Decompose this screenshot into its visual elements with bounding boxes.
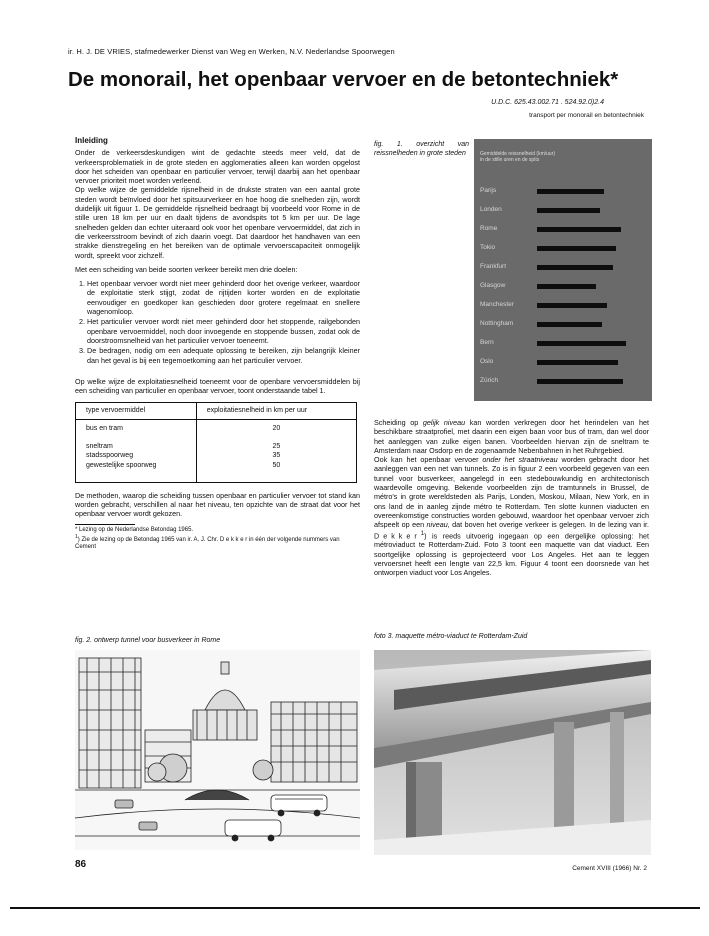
fig1-row	[480, 185, 648, 199]
fig1-city-label: Londen	[480, 206, 502, 213]
udc-subject: transport per monorail en betontechniek	[529, 112, 644, 119]
table-cell: gewestelijke spoorweg	[76, 461, 197, 483]
fig1-city-label: Bern	[480, 339, 494, 346]
fig1-bar	[537, 189, 604, 194]
fig1-bar	[537, 208, 600, 213]
fig1-row	[480, 204, 648, 218]
paragraph: De methoden, waarop die scheiding tussen openbaar en particulier vervoer tot stand kan worden gebracht, verschillen al naar het niveau, ten opzichte van de straat dat voor het openbaar vervoer wordt gekozen.	[75, 490, 360, 519]
emphasis: onder het straatniveau	[482, 455, 558, 465]
section-heading: Inleiding	[75, 136, 108, 145]
rome-sketch-image	[75, 650, 360, 850]
fig1-header-line: in de stille uren en de spits	[480, 157, 540, 163]
fig1-city-label: Tokio	[480, 244, 496, 251]
fig1-city-label: Zürich	[480, 377, 499, 384]
fig1-row	[480, 280, 648, 294]
list-item: 1. Het openbaar vervoer wordt niet meer gehinderd door het overige verkeer, waardoor de exploitatie sterk stijgt, zodat de rijtijden korter worden en de exploitatie eenvoudiger en goedkoper kan geschieden door grotere regelmaat en snellere wagenomloop.	[87, 279, 360, 316]
fig1-bar	[537, 360, 618, 365]
emphasis: niveau,	[426, 520, 450, 530]
table-cell	[196, 433, 356, 442]
table-cell: 35	[272, 452, 281, 460]
text-run: Ook kan het openbaar vervoer	[374, 455, 483, 465]
table-header: exploitatiesnelheid in km per uur	[196, 403, 356, 419]
fig1-bar	[537, 246, 616, 251]
text-run: ) is reeds uitvoerig ingegaan op een dergelijke oplossing: het métroviaduct te Rotterdam-Zuid. Foto 3 toont een maquette van dat viaduct. Een soortgelijke oplossing is geprojecteerd voor Los Angeles. Het aan te leggen vervoersnet heeft een lengte van 22,5 km. Figuur 4 toont een doorsnede van het ontworpen viaduct voor Los Angeles.	[374, 530, 649, 578]
author-name: Dekker	[374, 530, 421, 540]
fig1-city-label: Frankfurt	[480, 263, 507, 270]
fig1-bar	[537, 227, 621, 232]
fig1-city-label: Rome	[480, 225, 498, 232]
table-cell: bus en tram	[76, 419, 197, 433]
fig2-caption: fig. 2. ontwerp tunnel voor busverkeer in Rome	[75, 637, 221, 644]
fig1-row	[480, 299, 648, 313]
text-run: worden gebracht door het aanleggen van een net van tunnels. Zo is in figuur 2 een voorbeeld gegeven van een tunnel voor busverkeer, aangelegd in een stedebouwkundig en architectonisch waardevolle omgeving. Bekende voorbeelden zijn de tramtunnels in Brussel, de métro's in grote wereldsteden als Parijs, Londen, Moskou, Milaan, New York, en in ons land de in aanleg zijnde métro te Rotterdam. Ten slotte kunnen viaducten en overeenkomstige constructies worden gebouwd, waardoor het openbaar vervoer zich afspeelt op een	[374, 455, 649, 530]
speed-table	[75, 402, 357, 482]
fig1-city-label: Glasgow	[480, 282, 506, 289]
table-cell: stadsspoorweg	[76, 451, 197, 460]
fig1-row	[480, 223, 648, 237]
footnote	[75, 534, 360, 551]
table-cell: 25	[272, 443, 281, 451]
footnote: * Lezing op de Nederlandse Betondag 1965.	[75, 526, 194, 533]
paragraph: Met een scheiding van beide soorten verkeer bereikt men drie doelen:	[75, 264, 298, 274]
text-run: Scheiding op	[374, 418, 423, 427]
fig1-bar	[537, 379, 623, 384]
author-byline: ir. H. J. DE VRIES, stafmedewerker Dienst van Weg en Werken, N.V. Nederlandse Spoorwegen	[68, 47, 395, 56]
fig1-bar	[537, 341, 626, 346]
table-cell	[76, 433, 197, 442]
fig1-bar	[537, 284, 596, 289]
fig3-photo	[374, 650, 651, 855]
table-cell: sneltram	[76, 442, 197, 451]
paragraph: Op welke wijze de gemiddelde rijsnelheid in de drukste straten van een aantal grote steden wordt beïnvloed door het spitsuurverkeer en hoe hoog die snelheden zijn, wordt duidelijk uit figuur 1. De gemiddelde rijsnelheid bedraagt bij voorbeeld voor Rome in de stille uren 18 km per uur en daalt tijdens de avondspits tot 5 km per uur. De lage snelheden gelden dan echter uiteraard ook voor het openbare vervoermiddel, dat zich in die verkeersstroom bevindt of zich daarin voegt. Dat daardoor het handhaven van een strakke dienstregeling en het bereiken van de optimale vervoerscapaciteit onmogelijk wordt, spreekt voor zichzelf.	[75, 185, 360, 260]
fig1-city-label: Parijs	[480, 187, 497, 194]
fig3-caption: foto 3. maquette métro-viaduct te Rotterdam-Zuid	[374, 633, 528, 640]
paragraph: Onder de verkeersdeskundigen wint de gedachte steeds meer veld, dat de verkeersproblematiek in de grote steden en agglomeraties alleen kan worden opgelost door het scheiden van openbaar en particulier vervoer, terwijl daarbij aan het openbaar vervoer prioriteit moet worden verleend.	[75, 148, 360, 186]
right-column	[374, 418, 649, 577]
journal-reference: Cement XVIII (1966) Nr. 2	[572, 865, 647, 872]
fig1-city-label: Manchester	[480, 301, 514, 308]
paragraph	[374, 455, 649, 577]
fig1-bar	[537, 303, 607, 308]
text-run: kan worden verkregen door het herindelen van het beschikbare straatprofiel, met daarin een eigen baan voor bus of tram, dan wel door het aanleggen van zulke eigen banen. Voorbeelden hiervan zijn de sneltram te Amsterdam naar Osdorp en de zogenaamde Nebenbahnen in het Ruhrgebied.	[374, 418, 649, 455]
fig1-header-line: Gemiddelde reissnelheid (km/uur)	[480, 151, 556, 157]
page-number: 86	[75, 859, 87, 870]
fig1-city-label: Oslo	[480, 358, 494, 365]
fig1-city-label: Nottingham	[480, 320, 514, 327]
udc-code: U.D.C. 625.43.002.71 . 524.92.0)2.4	[491, 99, 604, 106]
fig1-chart	[474, 139, 652, 401]
bottom-rule	[10, 907, 700, 909]
article-title: De monorail, het openbaar vervoer en de betontechniek*	[68, 68, 619, 91]
list-item: 2. Het particulier vervoer wordt niet meer gehinderd door het stoppende, railgebonden openbare vervoermiddel, noch door invoegende en stoppende bussen, zodat ook de doorstroomsnelheid van het particulier vervoer toeneemt.	[87, 317, 360, 345]
emphasis: gelijk niveau	[422, 418, 466, 427]
footnote-mark: 1	[75, 533, 78, 540]
fig1-row	[480, 337, 648, 351]
fig1-row	[480, 356, 648, 370]
left-column	[75, 136, 360, 551]
fig1-row	[480, 375, 648, 389]
fig1-row	[480, 318, 648, 332]
footnotes	[75, 524, 340, 552]
table-cell: 50	[272, 461, 281, 469]
table-cell: 20	[272, 424, 281, 432]
fig1-bar	[537, 265, 613, 270]
table-header: type vervoermiddel	[76, 403, 197, 419]
list-item: 3. De bedragen, nodig om een adequate oplossing te bereiken, zijn belangrijk kleiner dan het geval is bij een tegemoetkoming aan het particulier vervoer.	[87, 346, 360, 365]
text-run: dat boven het overige verkeer is gelegen. In de lezing van ir.	[449, 520, 649, 530]
paragraph	[374, 418, 649, 455]
goals-list	[75, 279, 360, 365]
footnote-text: ) Zie de lezing op de Betondag 1965 van ir. A. J. Chr. D e k k e r in één der volgende nummers van Cement	[75, 536, 340, 551]
fig1-row	[480, 242, 648, 256]
footnote-mark: 1	[420, 530, 425, 537]
viaduct-model-image	[374, 650, 651, 855]
fig2-illustration	[75, 650, 360, 850]
fig1-bar	[537, 322, 602, 327]
fig1-row	[480, 261, 648, 275]
paragraph: Op welke wijze de exploitatiesnelheid toeneemt voor de openbare vervoersmiddelen bij een scheiding van particulier en openbaar vervoer, toont onderstaande tabel 1.	[75, 376, 360, 396]
fig1-header	[480, 151, 645, 163]
fig1-caption: fig. 1. overzicht van reissnelheden in grote steden	[374, 141, 469, 157]
